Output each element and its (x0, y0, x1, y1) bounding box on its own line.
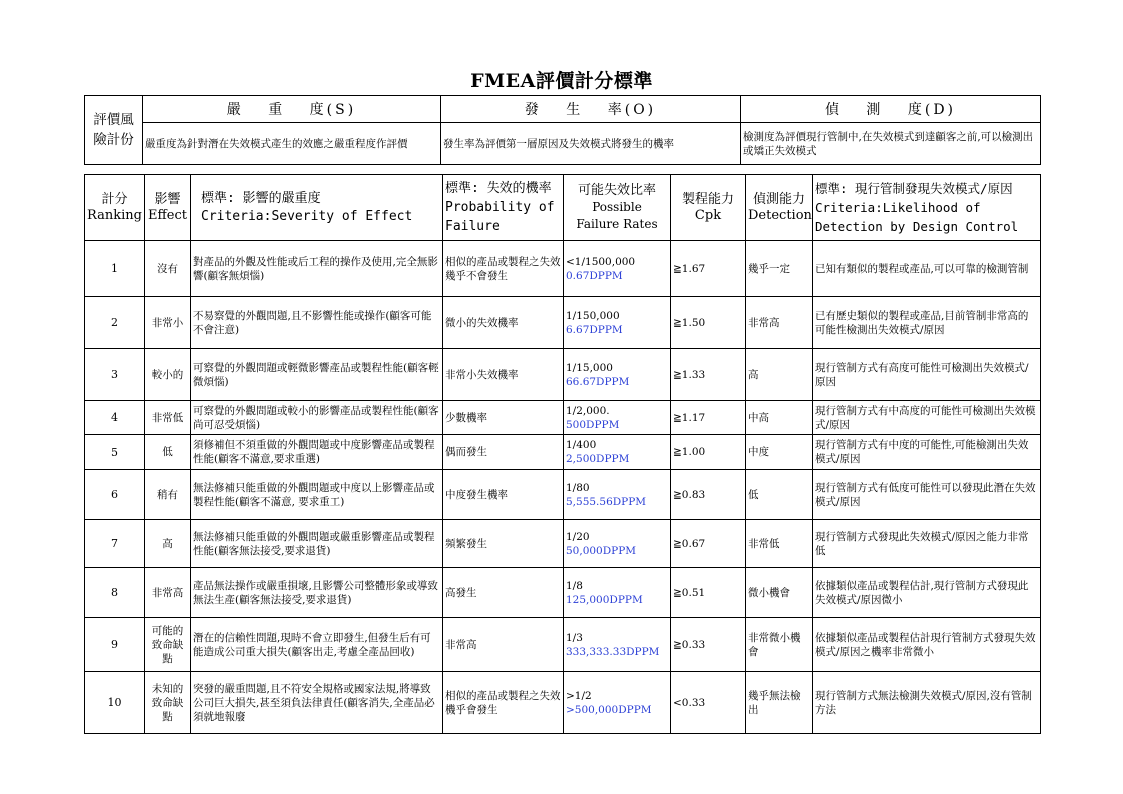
rank-cell: 9 (85, 618, 145, 672)
dppm-value: 66.67DPPM (566, 375, 630, 388)
failure-rate-cell (564, 297, 671, 349)
cpk-cell: ≧1.33 (671, 349, 746, 401)
probability-cell: 微小的失效機率 (443, 297, 564, 349)
dppm-value: >500,000DPPM (566, 703, 652, 716)
failure-rate: 1/400 (566, 439, 597, 451)
col-control-criteria: 標準: 現行管制發現失效模式/原因Criteria:Likelihood of Detection by Design Control (813, 175, 1041, 241)
effect-cell: 低 (145, 435, 191, 470)
severity-criteria-cell: 不易察覺的外觀問題,且不影響性能或操作(顧客可能不會注意) (191, 297, 443, 349)
table-row (85, 349, 1041, 401)
cpk-cell: ≧1.17 (671, 401, 746, 435)
control-criteria-cell: 現行管制方式發現此失效模式/原因之能力非常低 (813, 520, 1041, 568)
failure-rate: 1/20 (566, 530, 590, 543)
cpk-cell: ≧1.50 (671, 297, 746, 349)
severity-criteria-cell: 須修補但不須重做的外觀問題或中度影響產品或製程性能(顧客不滿意,要求重選) (191, 435, 443, 470)
probability-cell: 相似的產品或製程之失效機乎會發生 (443, 672, 564, 734)
rank-cell: 10 (85, 672, 145, 734)
failure-rate-cell (564, 241, 671, 297)
control-criteria-cell: 現行管制方式無法檢測失效模式/原因,沒有管制方法 (813, 672, 1041, 734)
failure-rate-cell (564, 520, 671, 568)
detection-cell: 幾乎無法檢出 (746, 672, 813, 734)
failure-rate-cell (564, 349, 671, 401)
cpk-cell: <0.33 (671, 672, 746, 734)
dppm-value: 125,000DPPM (566, 593, 643, 606)
probability-cell: 頻繁發生 (443, 520, 564, 568)
dppm-value: 500DPPM (566, 418, 620, 431)
rank-cell: 1 (85, 241, 145, 297)
effect-cell: 可能的致命缺點 (145, 618, 191, 672)
failure-rate: >1/2 (566, 689, 592, 702)
control-criteria-cell: 已知有類似的製程或產品,可以可靠的檢測管制 (813, 241, 1041, 297)
table-row (85, 672, 1041, 734)
detection-cell: 高 (746, 349, 813, 401)
table-row (85, 520, 1041, 568)
effect-cell: 未知的致命缺點 (145, 672, 191, 734)
rank-cell: 3 (85, 349, 145, 401)
effect-cell: 較小的 (145, 349, 191, 401)
failure-rate: 1/2,000. (566, 404, 610, 417)
severity-criteria-cell: 產品無法操作或嚴重損壞,且影響公司整體形象或導致無法生產(顧客無法接受,要求退貨) (191, 568, 443, 618)
failure-rate-cell (564, 618, 671, 672)
failure-rate-cell (564, 568, 671, 618)
failure-rate: <1/1500,000 (566, 255, 636, 268)
detection-cell: 中度 (746, 435, 813, 470)
occurrence-header: 發 生 率(O) (441, 96, 741, 123)
table-row (85, 297, 1041, 349)
severity-criteria-cell: 可察覺的外觀問題或輕微影響產品或製程性能(顧客輕微煩惱) (191, 349, 443, 401)
page-title: FMEA評價計分標準 (470, 70, 653, 92)
table-row (85, 401, 1041, 435)
severity-criteria-cell: 無法修補只能重做的外觀問題或中度以上影響產品或製程性能(顧客不滿意, 要求重工) (191, 470, 443, 520)
dppm-value: 5,555.56DPPM (566, 495, 647, 508)
control-criteria-cell: 現行管制方式有中高度的可能性可檢測出失效模式/原因 (813, 401, 1041, 435)
cpk-cell: ≧1.00 (671, 435, 746, 470)
probability-cell: 非常高 (443, 618, 564, 672)
detection-cell: 非常低 (746, 520, 813, 568)
failure-rate: 1/8 (566, 579, 583, 592)
probability-cell: 高發生 (443, 568, 564, 618)
control-criteria-cell: 已有歷史類似的製程或產品,目前管制非常高的可能性檢測出失效模式/原因 (813, 297, 1041, 349)
severity-description: 嚴重度為針對潛在失效模式產生的效應之嚴重程度作評價 (143, 123, 441, 165)
control-criteria-cell: 依據類似產品或製程估計,現行管制方式發現此失效模式/原因微小 (813, 568, 1041, 618)
table-row (85, 241, 1041, 297)
table-row (85, 568, 1041, 618)
severity-criteria-cell: 突發的嚴重問題,且不符安全規格或國家法規,將導致公司巨大損失,甚至須負法律責任(顧客消失,全產品必須就地報廢 (191, 672, 443, 734)
failure-rate-cell (564, 470, 671, 520)
control-criteria-cell: 現行管制方式有中度的可能性,可能檢測出失效模式/原因 (813, 435, 1041, 470)
effect-cell: 非常高 (145, 568, 191, 618)
failure-rate: 1/15,000 (566, 361, 613, 374)
dppm-value: 0.67DPPM (566, 269, 623, 282)
cpk-cell: ≧0.51 (671, 568, 746, 618)
effect-cell: 稍有 (145, 470, 191, 520)
detection-cell: 非常高 (746, 297, 813, 349)
cpk-cell: ≧0.83 (671, 470, 746, 520)
fmea-rating-table (84, 174, 1041, 734)
criteria-overview-table (84, 95, 1041, 165)
effect-cell: 沒有 (145, 241, 191, 297)
failure-rate-cell (564, 435, 671, 470)
failure-rate: 1/80 (566, 481, 590, 494)
col-severity-criteria: 標準: 影響的嚴重度 Criteria:Severity of Effect (191, 175, 443, 241)
control-criteria-cell: 現行管制方式有高度可能性可檢測出失效模式/原因 (813, 349, 1041, 401)
probability-cell: 相似的產品或製程之失效幾乎不會發生 (443, 241, 564, 297)
cpk-cell: ≧1.67 (671, 241, 746, 297)
probability-cell: 中度發生機率 (443, 470, 564, 520)
probability-cell: 偶而發生 (443, 435, 564, 470)
col-detection: 偵測能力 Detection (746, 175, 813, 241)
failure-rate: 1/3 (566, 631, 583, 644)
column-header-row (85, 175, 1041, 241)
rank-cell: 2 (85, 297, 145, 349)
effect-cell: 非常小 (145, 297, 191, 349)
detection-header: 偵 測 度(D) (741, 96, 1041, 123)
severity-criteria-cell: 潛在的信賴性問題,現時不會立即發生,但發生后有可能造成公司重大損失(顧客出走,考慮全產品回收) (191, 618, 443, 672)
col-effect: 影響 Effect (145, 175, 191, 241)
control-criteria-cell: 依據類似產品或製程估計現行管制方式發現失效模式/原因之機率非常微小 (813, 618, 1041, 672)
severity-criteria-cell: 對產品的外觀及性能或后工程的操作及使用,完全無影響(顧客無煩惱) (191, 241, 443, 297)
failure-rate: 1/150,000 (566, 309, 620, 322)
dppm-value: 2,500DPPM (566, 453, 630, 465)
detection-cell: 幾乎一定 (746, 241, 813, 297)
detection-description: 檢測度為評價現行管制中,在失效模式到達顧客之前,可以檢測出或矯正失效模式 (741, 123, 1041, 165)
risk-rating-rowhead: 評價風險計份 (85, 96, 143, 165)
rank-cell: 6 (85, 470, 145, 520)
rank-cell: 7 (85, 520, 145, 568)
detection-cell: 中高 (746, 401, 813, 435)
col-failure-rates: 可能失效比率 Possible Failure Rates (564, 175, 671, 241)
cpk-cell: ≧0.67 (671, 520, 746, 568)
detection-cell: 非常微小機會 (746, 618, 813, 672)
effect-cell: 高 (145, 520, 191, 568)
detection-cell: 低 (746, 470, 813, 520)
severity-criteria-cell: 無法修補只能重做的外觀問題或嚴重影響產品或製程性能(顧客無法接受,要求退貨) (191, 520, 443, 568)
col-cpk: 製程能力 Cpk (671, 175, 746, 241)
probability-cell: 少數機率 (443, 401, 564, 435)
probability-cell: 非常小失效機率 (443, 349, 564, 401)
table-row (85, 470, 1041, 520)
cpk-cell: ≧0.33 (671, 618, 746, 672)
dppm-value: 6.67DPPM (566, 323, 623, 336)
severity-header: 嚴 重 度(S) (143, 96, 441, 123)
occurrence-description: 發生率為評價第一層原因及失效模式將發生的機率 (441, 123, 741, 165)
failure-rate-cell (564, 401, 671, 435)
table-row (85, 435, 1041, 470)
table-row (85, 618, 1041, 672)
effect-cell: 非常低 (145, 401, 191, 435)
col-probability: 標準: 失效的機率 Probability of Failure (443, 175, 564, 241)
failure-rate-cell (564, 672, 671, 734)
rank-cell: 4 (85, 401, 145, 435)
col-ranking: 計分 Ranking (85, 175, 145, 241)
rank-cell: 5 (85, 435, 145, 470)
rank-cell: 8 (85, 568, 145, 618)
control-criteria-cell: 現行管制方式有低度可能性可以發現此潛在失效模式/原因 (813, 470, 1041, 520)
dppm-value: 333,333.33DPPM (566, 645, 660, 658)
detection-cell: 微小機會 (746, 568, 813, 618)
severity-criteria-cell: 可察覺的外觀問題或較小的影響產品或製程性能(顧客尚可忍受煩惱) (191, 401, 443, 435)
dppm-value: 50,000DPPM (566, 544, 637, 557)
